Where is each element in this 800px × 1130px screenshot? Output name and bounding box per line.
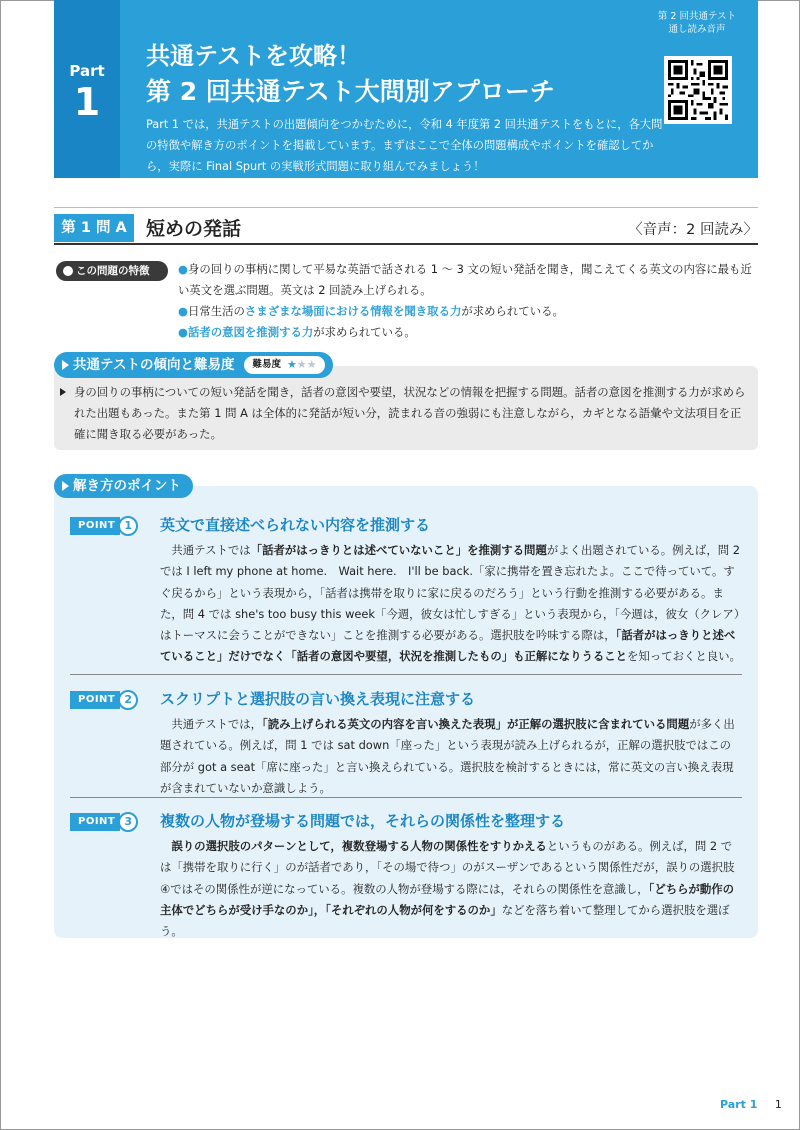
features-list	[178, 259, 758, 343]
point-body: 共通テストでは，「読み上げられる英文の内容を言い換えた表現」が正解の選択肢に含まれている問題が多く出題されている。例えば，問 1 では sat down「座った」という表現が読み上げられるが，正解の選択肢ではこの部分が got a seat「席に座った」と言い換えられている。選択肢を検討するときには，常に英文の言い換え表現が含まれていないか意識しよう。	[160, 717, 735, 795]
trend-tag-label: 共通テストの傾向と難易度	[73, 357, 235, 373]
triangle-bullet-icon	[60, 388, 66, 396]
point-badge: POINT 3	[70, 812, 138, 832]
qr-caption-line2: 通し読み音声	[668, 24, 726, 35]
qr-caption-line1: 第 2 回共通テスト	[657, 11, 737, 22]
star-icon: ★	[286, 358, 297, 371]
bullet-icon: ●	[178, 304, 188, 318]
triangle-right-icon	[62, 481, 69, 491]
part-number: 1	[73, 80, 101, 124]
point-body: 誤りの選択肢のパターンとして，複数登場する人物の関係性をすりかえるというものがある。例えば，問 2 では「携帯を取りに行く」のが話者であり，「その場で待つ」のがスーザンであるという関係性だが，誤りの選択肢④ではその関係性が逆になっている。複数の人物が登場する際には，それらの関係性を意識し，「どちらが動作の主体でどちらが受け手なのか」，「それぞれの人物が何をするのか」などを落ち着いて整理してから選択肢を選ぼう。	[160, 839, 735, 939]
feature-item: ●日常生活のさまざまな場面における情報を聞き取る力が求められている。	[178, 304, 564, 318]
intro-text: Part 1 では，共通テストの出題傾向をつかむために，令和 4 年度第 2 回共通テストをもとに，各大問の特徴や解き方のポイントを掲載しています。まずはここで全体の問題構成やポイントを確認してから，実際に Final Spurt の実戦形式問題に取り組んでみましょう！	[146, 118, 663, 173]
divider	[70, 797, 742, 798]
point-badge: POINT 1	[70, 516, 138, 536]
point-badge: POINT 2	[70, 690, 138, 710]
difficulty-pill	[244, 356, 324, 374]
footer-part: Part 1	[720, 1098, 758, 1111]
triangle-right-icon	[62, 360, 69, 370]
point-heading: 英文で直接述べられない内容を推測する	[160, 516, 431, 534]
qr-caption	[650, 10, 744, 36]
point-heading: 複数の人物が登場する問題では，それらの関係性を整理する	[160, 812, 566, 830]
features-tag: この問題の特徴	[56, 261, 168, 281]
difficulty-stars	[287, 352, 317, 378]
star-icon: ★	[296, 358, 307, 371]
part-box	[54, 0, 120, 178]
qr-code-icon[interactable]	[664, 56, 732, 124]
star-icon: ★	[306, 358, 317, 371]
part-label: Part	[69, 62, 105, 80]
section-title: 短めの発話	[146, 218, 242, 240]
bullet-icon: ●	[178, 325, 188, 339]
point-body: 共通テストでは「話者がはっきりとは述べていないこと」を推測する問題がよく出題されている。例えば，問 2 では I left my phone at home. Wait here. I'll be back.「家に携帯を置き忘れたよ。ここで待っていて。すぐ戻るから」という表現から，「話者は携帯を取りに家に戻るのだろう」という行動を推測する必要がある。また，問 4 では she's too busy this week「今週，彼女は忙しすぎる」という表現から，「今週は，彼女（クレア）はトーマスに会うことができない」ことを推測する必要がある。選択肢を吟味する際は，「話者がはっきりと述べていること」だけでなく「話者の意図や要望，状況を推測したもの」も正解になりうることを知っておくと良い。	[160, 543, 741, 664]
bullet-icon: ●	[178, 262, 188, 276]
page-footer	[720, 1098, 782, 1111]
page-header	[54, 0, 758, 178]
page-title-line2: 第 2 回共通テスト大問別アプローチ	[146, 77, 555, 106]
feature-item: ●身の回りの事柄に関して平易な英語で話される 1 ～ 3 文の短い発話を聞き，聞こえてくる英文の内容に最も近い英文を選ぶ問題。英文は 2 回読み上げられる。	[178, 262, 752, 297]
divider	[70, 674, 742, 675]
section-heading	[54, 207, 758, 245]
point-heading: スクリプトと選択肢の言い換え表現に注意する	[160, 690, 476, 708]
page-number: 1	[774, 1098, 782, 1111]
points-tag: 解き方のポイント	[54, 474, 193, 498]
trend-tag	[54, 352, 333, 378]
difficulty-label: 難易度	[252, 359, 281, 370]
trend-text: 身の回りの事柄についての短い発話を聞き，話者の意図や要望，状況などの情報を把握する問題。話者の意図を推測する力が求められた出題もあった。また第 1 問 A は全体的に発話が短い分，読まれる音の強弱にも注意しながら，カギとなる語彙や文法項目を正確に聞き取る必要があった。	[74, 382, 746, 445]
audio-note: 〈音声：2 回読み〉	[628, 222, 758, 238]
feature-item: ●話者の意図を推測する力が求められている。	[178, 325, 416, 339]
section-label: 第 1 問 A	[54, 214, 134, 242]
page-title-line1: 共通テストを攻略！	[146, 42, 362, 70]
